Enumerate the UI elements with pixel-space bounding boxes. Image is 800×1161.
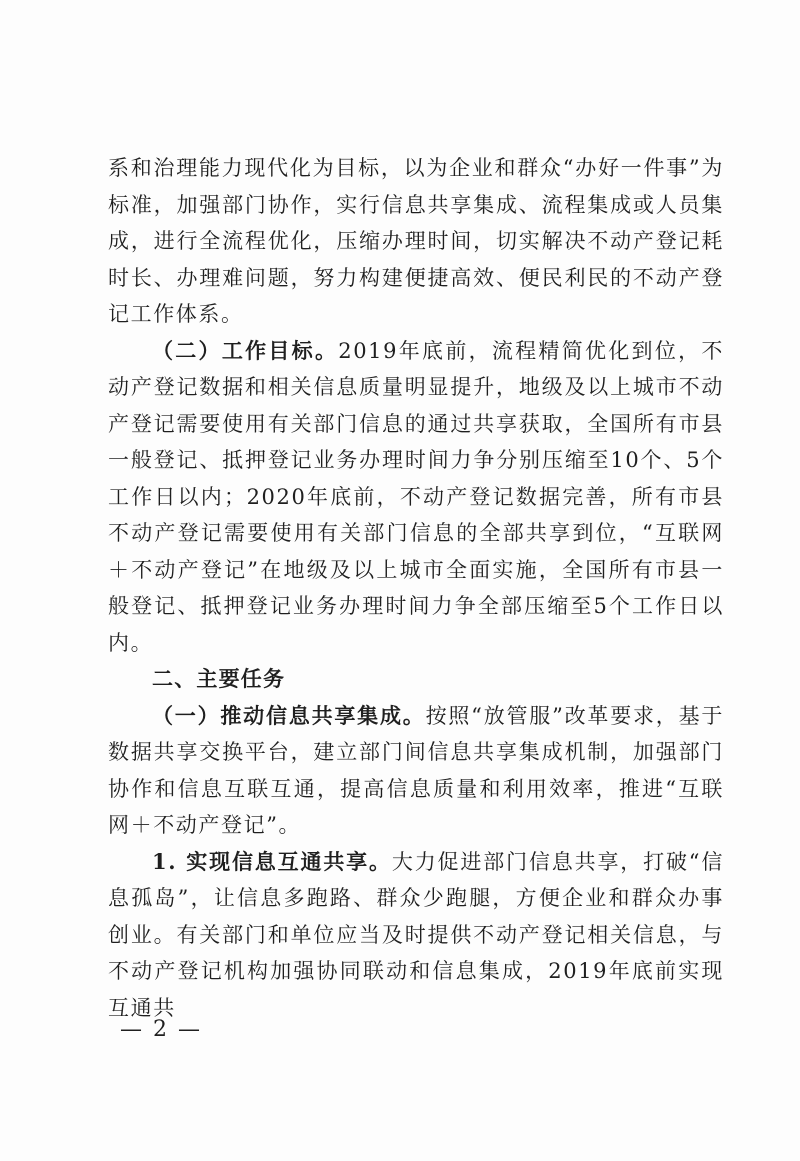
paragraph-info-sharing (108, 698, 724, 844)
paragraph-text: 按照“放管服”改革要求，基于数据共享交换平台，建立部门间信息共享集成机制，加强部门协作和信息互联互通，提高信息质量和利用效率，推进“互联网＋不动产登记”。 (108, 703, 724, 837)
paragraph-goal-continuation (108, 150, 724, 333)
section-heading-main-tasks: 二、主要任务 (152, 667, 286, 691)
paragraph-text: 大力促进部门信息共享，打破“信息孤岛”，让信息多跑路、群众少跑腿，方便企业和群众办事创业。有关部门和单位应当及时提供不动产登记相关信息，与不动产登记机构加强协同联动和信息集成，2019年底前实现互通共 (108, 849, 724, 1020)
paragraph-lead: 1. 实现信息互通共享。 (152, 848, 392, 874)
paragraph-text: 系和治理能力现代化为目标，以为企业和群众“办好一件事”为标准，加强部门协作，实行信息共享集成、流程集成或人员集成，进行全流程优化，压缩办理时间，切实解决不动产登记耗时长、办理难问题，努力构建便捷高效、便民利民的不动产登记工作体系。 (108, 156, 724, 326)
paragraph-lead: （一）推动信息共享集成。 (152, 702, 426, 728)
paragraph-info-interconnect (108, 844, 724, 1027)
paragraph-work-targets (108, 333, 724, 662)
page-number: — 2 — (120, 1017, 202, 1042)
document-body (108, 150, 724, 1026)
paragraph-text: 2019年底前，流程精简优化到位，不动产登记数据和相关信息质量明显提升，地级及以上城市不动产登记需要使用有关部门信息的通过共享获取，全国所有市县一般登记、抵押登记业务办理时间力争分别压缩至10个、5个工作日以内；2020年底前，不动产登记数据完善，所有市县不动产登记需要使用有关部门信息的全部共享到位，“互联网＋不动产登记”在地级及以上城市全面实施，全国所有市县一般登记、抵押登记业务办理时间力争全部压缩至5个工作日以内。 (108, 338, 724, 655)
paragraph-lead: （二）工作目标。 (152, 337, 339, 363)
